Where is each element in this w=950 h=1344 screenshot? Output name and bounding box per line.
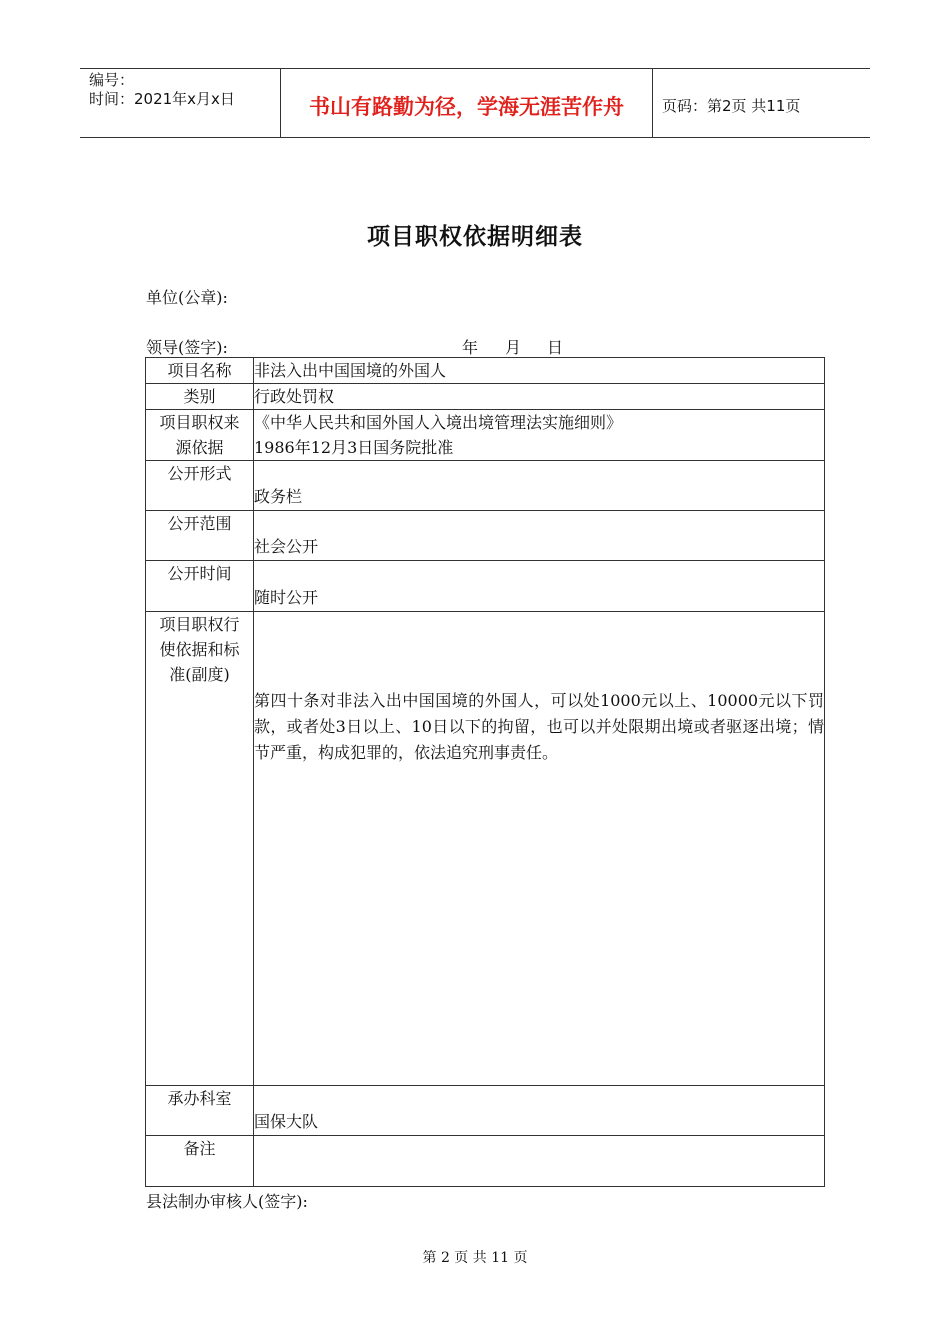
basis-text: 第四十条对非法入出中国国境的外国人，可以处1000元以上、10000元以下罚款，或者处3日以上、10日以下的拘留，也可以并处限期出境或者驱逐出境；情节严重，构成犯罪的，依法追究刑事责任。 [254,691,824,762]
reviewer-label: 县法制办审核人(签字): [146,1192,308,1211]
public-time-value: 随时公开 [254,561,825,612]
source-value-line-1: 《中华人民共和国外国人入境出境管理法实施细则》 [254,413,623,432]
header-page-code: 页码：第2页 共11页 [662,96,801,115]
table-row [146,384,825,410]
basis-value [254,612,825,1086]
public-scope-label: 公开范围 [146,511,254,561]
header-meta [80,69,281,137]
time-label: 时间：2021年x月x日 [89,90,235,108]
source-label [146,410,254,461]
basis-label-line-3: 准(副度) [169,665,230,684]
basis-label-line-2: 使依据和标 [159,640,240,659]
date-month: 月 [505,338,522,357]
header-motto: 书山有路勤为径，学海无涯苦作舟 [281,69,653,137]
detail-table [145,357,825,1187]
category-value: 行政处罚权 [254,384,825,410]
table-row [146,358,825,384]
table-row [146,612,825,1086]
table-row [146,561,825,612]
remark-value [254,1136,825,1187]
leader-label: 领导(签字): [146,338,228,357]
office-value: 国保大队 [254,1086,825,1136]
table-row [146,1136,825,1187]
table-row [146,461,825,511]
public-time-label: 公开时间 [146,561,254,612]
source-value [254,410,825,461]
document-title: 项目职权依据明细表 [367,224,583,250]
source-value-line-2: 1986年12月3日国务院批准 [254,438,454,457]
public-form-label: 公开形式 [146,461,254,511]
source-label-line-1: 项目职权来 [159,413,240,432]
number-label: 编号： [89,71,135,89]
public-scope-value: 社会公开 [254,511,825,561]
remark-label: 备注 [146,1136,254,1187]
basis-label-line-1: 项目职权行 [159,615,240,634]
date-year: 年 [462,338,479,357]
table-row [146,511,825,561]
project-name-value: 非法入出中国国境的外国人 [254,358,825,384]
date-day: 日 [547,338,564,357]
unit-label: 单位(公章): [146,288,228,307]
source-label-line-2: 源依据 [175,438,224,457]
office-label: 承办科室 [146,1086,254,1136]
project-name-label: 项目名称 [146,358,254,384]
table-row [146,410,825,461]
table-row [146,1086,825,1136]
page-footer: 第 2 页 共 11 页 [422,1250,528,1266]
page-header [80,68,870,138]
basis-label [146,612,254,1086]
public-form-value: 政务栏 [254,461,825,511]
category-label: 类别 [146,384,254,410]
